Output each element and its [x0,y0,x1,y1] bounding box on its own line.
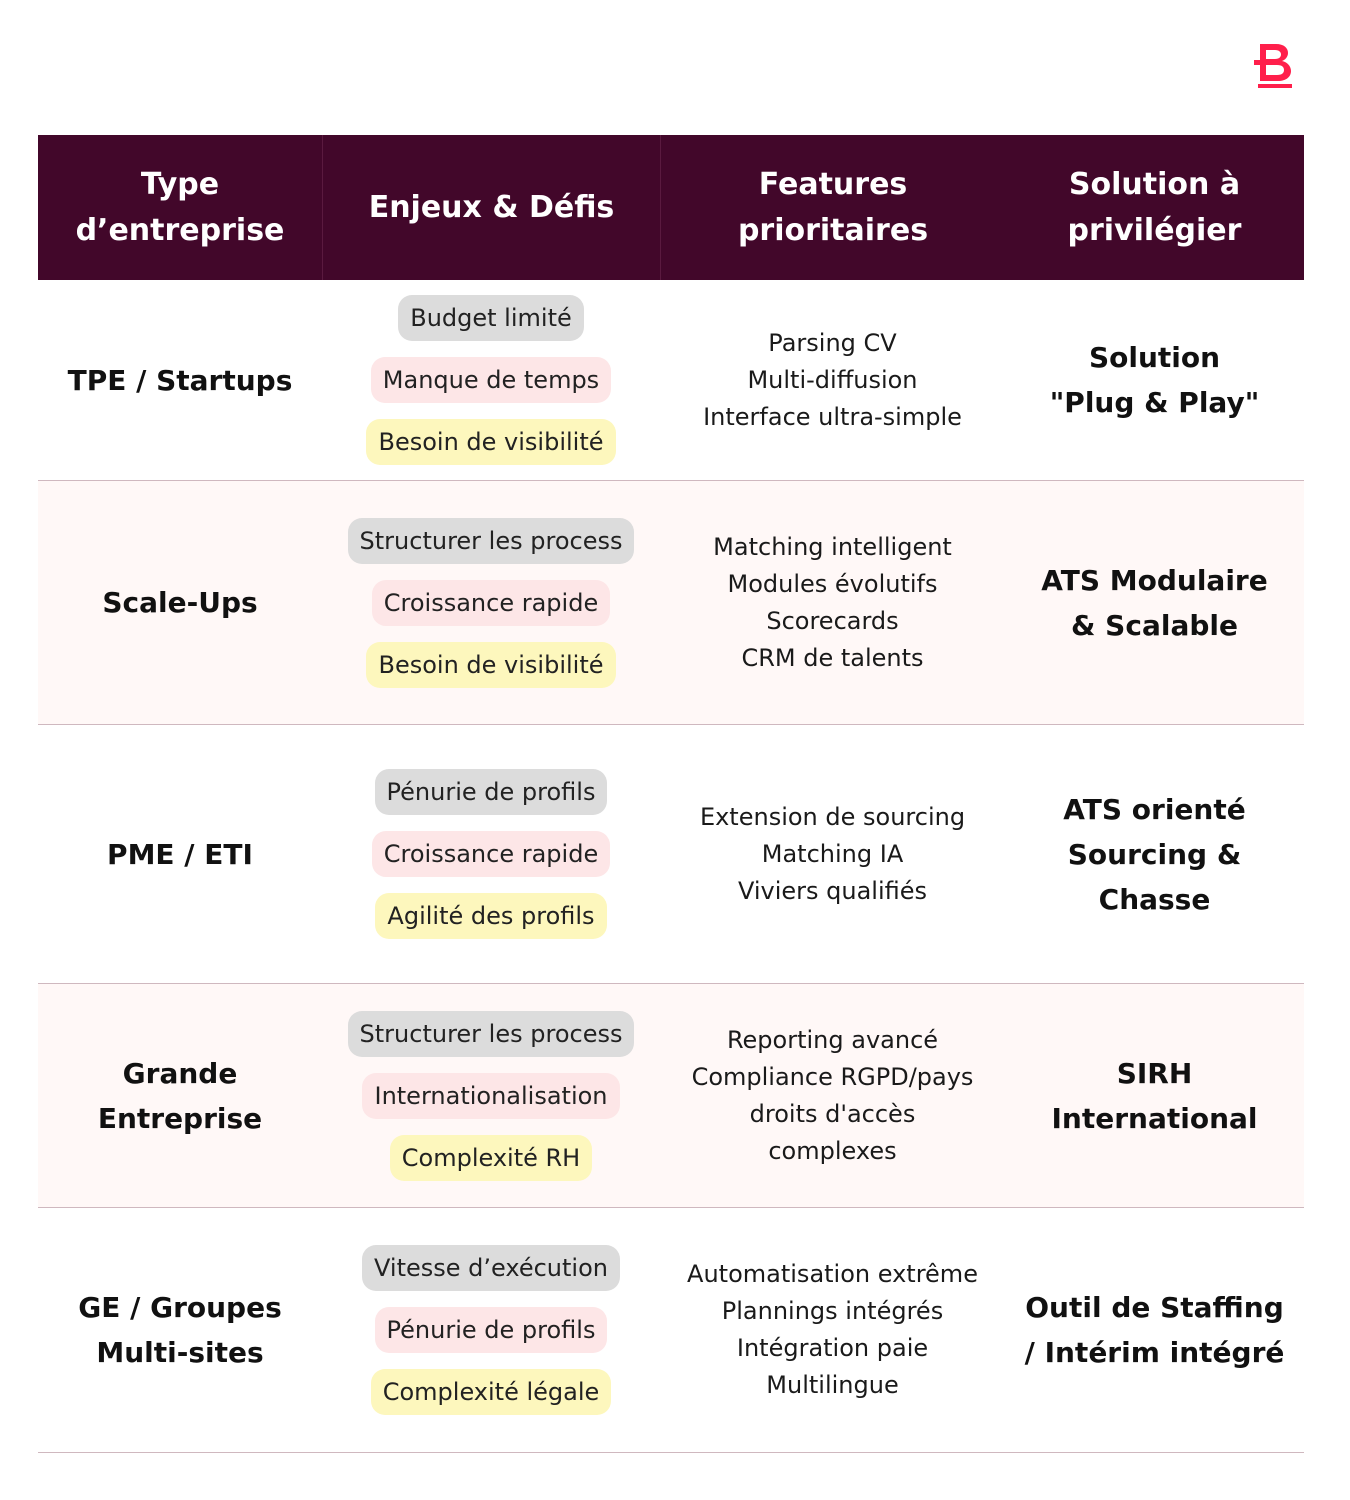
solution-label: SIRH International [1051,1056,1258,1135]
header-features: Features prioritaires [660,135,1005,280]
features-list: Extension de sourcing Matching IA Viviers qualifiés [699,802,966,905]
header-enjeux: Enjeux & Défis [322,135,660,280]
solution-label: ATS Modulaire & Scalable [1041,563,1268,642]
table-row [38,725,1304,984]
challenge-pill: Budget limité [398,295,584,341]
features-list: Matching intelligent Modules évolutifs Scorecards CRM de talents [713,532,952,672]
challenge-pill: Structurer les process [348,1011,635,1057]
b-logo-icon [1254,40,1294,90]
challenge-pill: Pénurie de profils [375,1307,608,1353]
solution-label: ATS orienté Sourcing & Chasse [1063,792,1246,916]
challenge-pill: Internationalisation [362,1073,619,1119]
table-header [38,135,1304,280]
solution-label: Outil de Staffing / Intérim intégré [1024,1291,1285,1369]
company-type: GE / Groupes Multi-sites [78,1291,282,1369]
challenge-pill: Croissance rapide [372,580,610,626]
solution-label: Solution "Plug & Play" [1049,341,1260,419]
challenge-pill: Pénurie de profils [375,769,608,815]
features-list: Reporting avancé Compliance RGPD/pays droits d'accès complexes [691,1025,974,1165]
challenge-pill: Vitesse d’exécution [362,1245,620,1291]
company-type: PME / ETI [107,837,253,871]
table-row [38,280,1304,481]
company-type: Scale-Ups [102,586,258,619]
company-type: TPE / Startups [67,363,293,397]
table-row [38,1208,1304,1453]
table-row [38,984,1304,1208]
features-list: Parsing CV Multi-diffusion Interface ultra-simple [703,328,962,431]
comparison-table [38,135,1304,1453]
table-row [38,481,1304,725]
company-type: Grande Entreprise [97,1056,263,1135]
header-solution: Solution à privilégier [1067,166,1242,248]
challenge-pill: Complexité légale [371,1369,612,1415]
challenge-pill: Croissance rapide [372,831,610,877]
features-list: Automatisation extrême Plannings intégrés Intégration paie Multilingue [687,1260,978,1399]
header-type: Type d’entreprise [75,166,285,248]
challenge-pill: Structurer les process [348,518,635,564]
challenge-pill: Complexité RH [390,1135,592,1181]
challenge-pill: Agilité des profils [375,893,606,939]
challenge-pill: Besoin de visibilité [366,642,615,688]
challenge-pill: Besoin de visibilité [366,419,615,465]
challenge-pill: Manque de temps [371,357,611,403]
